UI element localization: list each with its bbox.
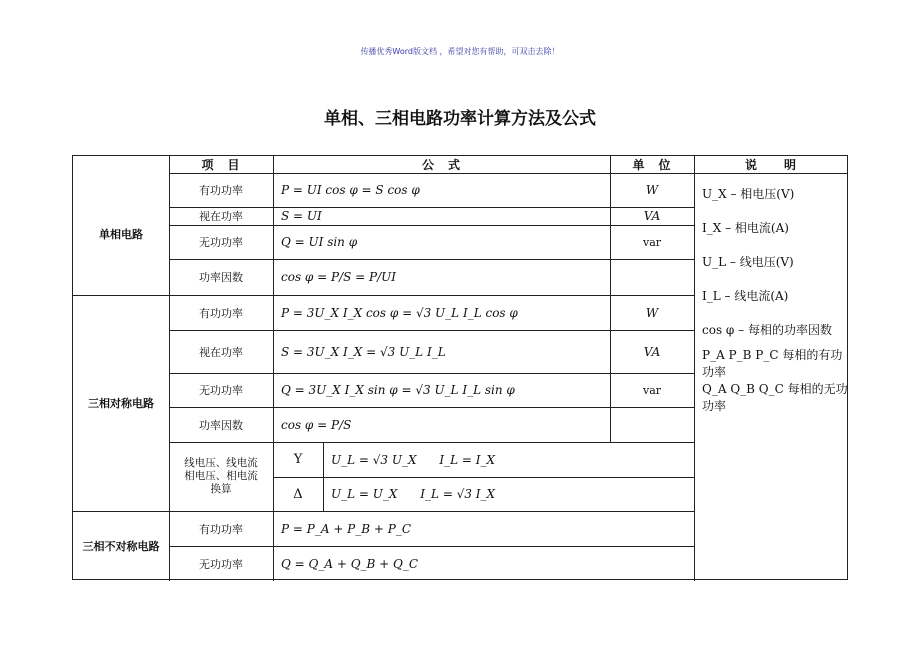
row-item: 无功功率	[199, 236, 243, 249]
row-unit	[610, 407, 694, 442]
note-item: P_A P_B P_C 每相的有功功率	[702, 348, 843, 379]
header-note: 说 明	[744, 158, 797, 172]
note-item: I_X – 相电流(A)	[702, 220, 789, 235]
note-item: U_L – 线电压(V)	[702, 254, 794, 269]
row-item: 有功功率	[199, 522, 243, 536]
power-formula-table	[72, 155, 848, 580]
row-formula: Q = Q_A + Q_B + Q_C	[281, 556, 419, 571]
row-item: 无功功率	[199, 384, 243, 397]
document-title: 单相、三相电路功率计算方法及公式	[324, 109, 596, 129]
header-formula: 公 式	[421, 158, 461, 172]
row-item: 功率因数	[199, 271, 243, 284]
row-formula: P = 3U_X I_X cos φ = √3 U_L I_L cos φ	[281, 305, 518, 320]
row-formula: cos φ = P/S = P/UI	[281, 270, 396, 284]
row-formula: cos φ = P/S	[281, 417, 352, 432]
row-item: 功率因数	[199, 418, 243, 432]
star-connection-symbol: Y	[293, 452, 303, 467]
section-three-phase-asymmetric: 三相不对称电路	[82, 540, 160, 553]
row-unit: W	[645, 305, 659, 320]
row-formula: P = P_A + P_B + P_C	[281, 521, 412, 536]
star-conversion-formula: U_L = √3 U_X I_L = I_X	[331, 452, 496, 467]
note-item: U_X – 相电压(V)	[702, 186, 795, 201]
notes-column	[700, 176, 848, 414]
row-formula: Q = 3U_X I_X sin φ = √3 U_L I_L sin φ	[281, 383, 515, 397]
row-unit: var	[642, 383, 662, 397]
row-item: 有功功率	[199, 306, 243, 320]
header-unit: 单 位	[632, 158, 672, 172]
row-item: 视在功率	[199, 345, 243, 359]
row-item: 有功功率	[199, 184, 243, 197]
header-item: 项 目	[201, 158, 241, 172]
row-formula: S = UI	[281, 209, 322, 223]
row-unit	[610, 259, 694, 295]
row-formula: S = 3U_X I_X = √3 U_L I_L	[281, 344, 446, 359]
note-item: cos φ – 每相的功率因数	[702, 322, 832, 337]
section-single-phase: 单相电路	[99, 228, 143, 241]
row-unit: VA	[643, 344, 661, 359]
conversion-label: 线电压、线电流 相电压、相电流 换算	[184, 457, 258, 495]
row-unit: var	[642, 235, 662, 249]
section-three-phase-symmetric: 三相对称电路	[88, 397, 154, 410]
note-item: I_L – 线电流(A)	[702, 288, 789, 303]
row-unit: W	[645, 183, 659, 197]
delta-connection-symbol: Δ	[293, 486, 303, 502]
note-item: Q_A Q_B Q_C 每相的无功功率	[702, 382, 848, 413]
row-unit: VA	[643, 209, 661, 223]
row-formula: Q = UI sin φ	[281, 235, 358, 249]
row-item: 视在功率	[199, 210, 243, 223]
delta-conversion-formula: U_L = U_X I_L = √3 I_X	[331, 487, 496, 501]
row-formula: P = UI cos φ = S cos φ	[281, 183, 420, 197]
row-item: 无功功率	[199, 557, 243, 571]
document-top-note: 传播优秀Word版文档 ，希望对您有帮助，可双击去除！	[360, 47, 560, 56]
